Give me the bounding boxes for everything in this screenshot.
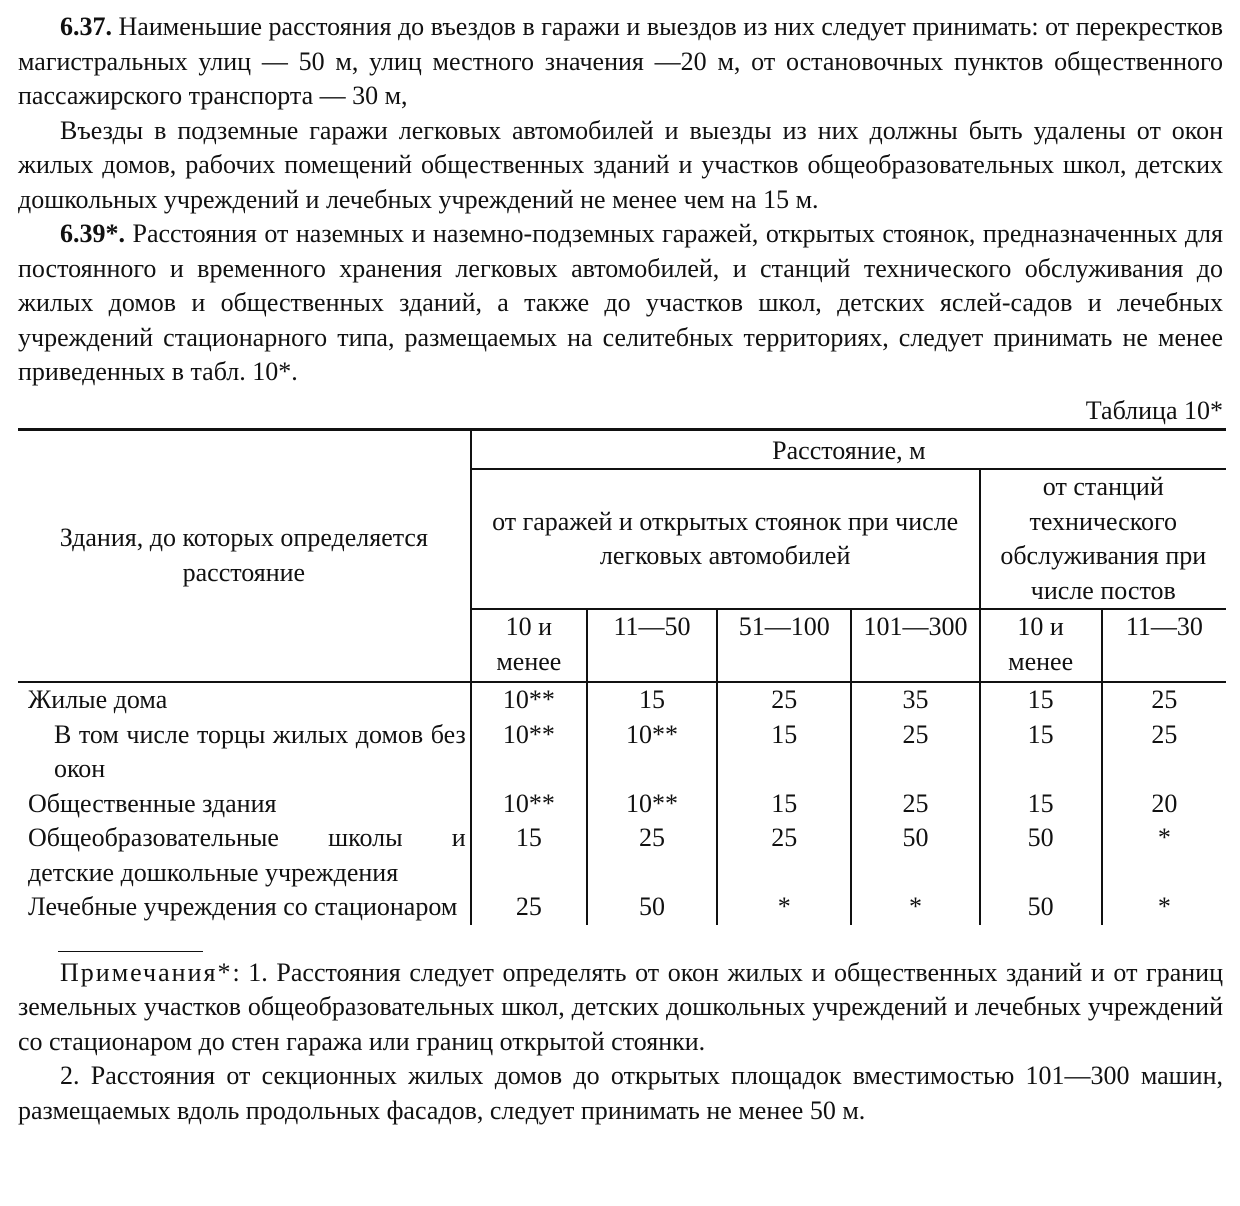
- row-name: Общественные здания: [28, 788, 277, 818]
- table-row: [18, 890, 1226, 925]
- clause-text: Расстояния от наземных и наземно-подземных гаражей, открытых стоянок, предназначенных для постоянного и временного хранения легковых автомобилей, и станций технического обслуживания до жилых домов и общественных зданий, а также до участков школ, детских яслей-садов и лечебных учреждений стационарного типа, размещаемых на селитебных территориях, следует принимать не менее приведенных в табл. 10*.: [18, 219, 1223, 386]
- table-cell: 10**: [471, 787, 587, 822]
- notes-label: Примечания*: [60, 957, 233, 987]
- table-cell: 10**: [587, 718, 717, 787]
- table-cell: 50: [851, 821, 979, 890]
- table-cell: 25: [851, 718, 979, 787]
- row-name: В том числе торцы жилых домов без окон: [54, 719, 466, 783]
- table-row: [18, 682, 1226, 718]
- clause-text: Наименьшие расстояния до въездов в гаражи и выездов из них следует принимать: от перекрестков магистральных улиц — 50 м, улиц местного значения —20 м, от остановочных пунктов общественного пассажирского транспорта — 30 м,: [18, 12, 1223, 110]
- table-cell: 50: [980, 890, 1102, 925]
- table-cell: 50: [587, 890, 717, 925]
- table-cell: *: [851, 890, 979, 925]
- table-cell: 25: [471, 890, 587, 925]
- paragraph-6-37: [18, 10, 1223, 114]
- paragraph-6-39: [18, 217, 1223, 390]
- header-garages: от гаражей и открытых стоянок при числе легковых автомобилей: [471, 469, 980, 609]
- column-header: 51—100: [717, 609, 851, 682]
- table-cell: 25: [851, 787, 979, 822]
- column-header: 11—50: [587, 609, 717, 682]
- table-cell: 15: [587, 682, 717, 718]
- header-buildings: Здания, до которых определяется расстояние: [18, 429, 471, 682]
- table-cell: *: [1102, 890, 1226, 925]
- row-name: Общеобразовательные школы и детские дошкольные учреждения: [28, 823, 466, 887]
- header-stations: от станций технического обслуживания при числе постов: [980, 469, 1226, 609]
- table-cell: 15: [980, 787, 1102, 822]
- table-cell: 15: [717, 718, 851, 787]
- column-header: 101—300: [851, 609, 979, 682]
- table-cell: 25: [1102, 682, 1226, 718]
- table-cell: 10**: [587, 787, 717, 822]
- paragraph-underground-garages: Въезды в подземные гаражи легковых автомобилей и выезды из них должны быть удалены от окон жилых домов, рабочих помещений общественных зданий и участков общеобразовательных школ, детских дошкольных учреждений и лечебных учреждений не менее чем на 15 м.: [18, 115, 1223, 214]
- document-page: [18, 10, 1223, 1128]
- table-row: [18, 718, 1226, 787]
- notes-divider: [58, 951, 203, 952]
- note-2: 2. Расстояния от секционных жилых домов до открытых площадок вместимостью 101—300 машин, размещаемых вдоль продольных фасадов, следует принимать не менее 50 м.: [18, 1061, 1223, 1125]
- table-caption: Таблица 10*: [1085, 395, 1223, 425]
- table-cell: 25: [1102, 718, 1226, 787]
- table-cell: 15: [980, 682, 1102, 718]
- column-header: 10 и менее: [471, 609, 587, 682]
- table-cell: 35: [851, 682, 979, 718]
- row-name: Жилые дома: [28, 685, 168, 714]
- row-name: Лечебные учреждения со стационаром: [28, 892, 458, 921]
- table-cell: 25: [717, 821, 851, 890]
- table-cell: 15: [717, 787, 851, 822]
- table-cell: 10**: [471, 718, 587, 787]
- table-row: [18, 787, 1226, 822]
- distance-table: [18, 428, 1226, 925]
- table-cell: 25: [587, 821, 717, 890]
- column-header: 10 и менее: [980, 609, 1102, 682]
- column-header: 11—30: [1102, 609, 1226, 682]
- table-row: [18, 821, 1226, 890]
- note-1: [18, 956, 1223, 1060]
- table-cell: *: [1102, 821, 1226, 890]
- clause-number: 6.39*.: [60, 219, 125, 248]
- table-cell: *: [717, 890, 851, 925]
- header-distance: Расстояние, м: [471, 429, 1226, 469]
- table-cell: 15: [980, 718, 1102, 787]
- table-cell: 10**: [471, 682, 587, 718]
- table-cell: 50: [980, 821, 1102, 890]
- note-1-text: : 1. Расстояния следует определять от окон жилых и общественных зданий и от границ земельных участков общеобразовательных школ, детских дошкольных учреждений и лечебных учреждений со стационаром до стен гаража или границ открытой стоянки.: [18, 957, 1223, 1056]
- clause-number: 6.37.: [60, 12, 112, 41]
- table-cell: 25: [717, 682, 851, 718]
- table-cell: 20: [1102, 787, 1226, 822]
- table-cell: 15: [471, 821, 587, 890]
